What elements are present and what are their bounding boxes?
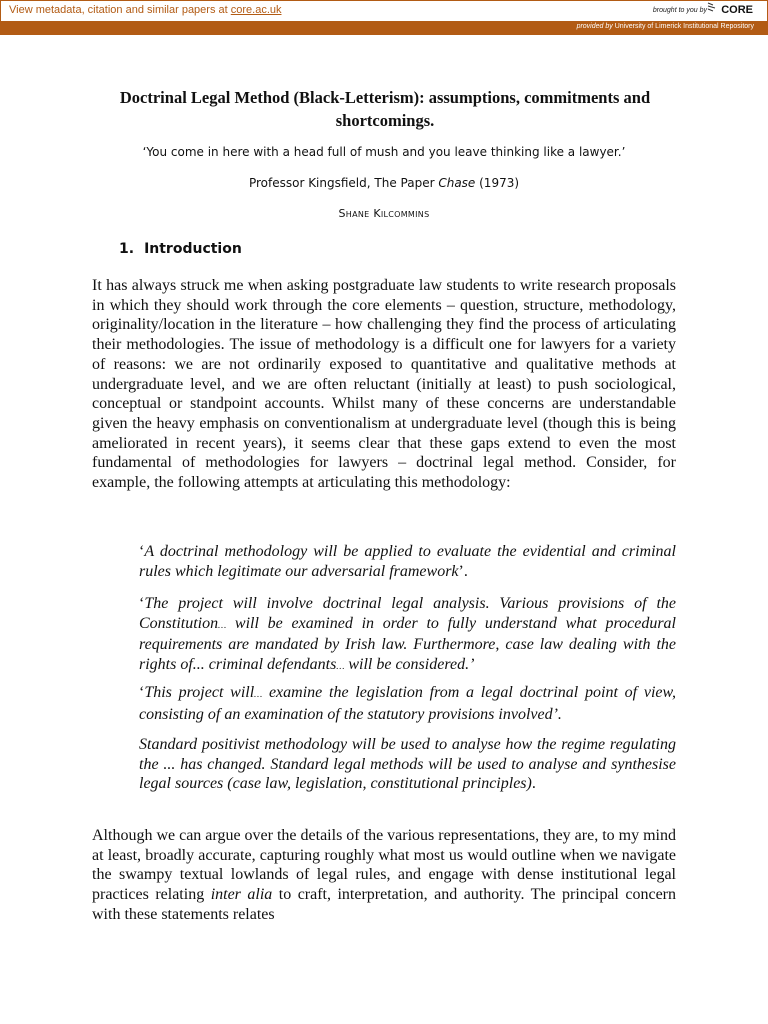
repository-name: University of Limerick Institutional Repository xyxy=(614,23,754,30)
section-heading xyxy=(119,241,242,257)
core-ac-uk-link[interactable]: core.ac.uk xyxy=(230,4,282,16)
block-quote-3 xyxy=(139,683,676,724)
quote-2-part-1: The project will involve doctrinal legal analysis. Various provisions of the Constitution xyxy=(139,595,676,632)
paragraph-2-italic: inter alia xyxy=(210,886,273,904)
quote-3-part-2: examine the legislation from a legal doctrinal point of view, consisting of an examination of the statutory provisions involved’. xyxy=(139,684,676,723)
core-banner xyxy=(0,0,768,35)
quote-4-text: Standard positivist methodology will be used to analyse how the regime regulating the ... has changed. Standard legal methods will be used to analyse and synthesise legal sources (case law, legislation, constitutional principles) xyxy=(139,736,676,793)
quote-3-ellipsis: … xyxy=(254,689,263,699)
quote-3-open: ‘ xyxy=(139,684,145,701)
attribution-italic: Chase xyxy=(438,176,476,190)
quote-2-part-3: will be considered.’ xyxy=(344,655,475,673)
author-name: Shane Kilcommins xyxy=(338,207,430,220)
quote-4-close: . xyxy=(531,775,536,793)
attribution-suffix: (1973) xyxy=(475,176,520,190)
quote-2-ellipsis-2: … xyxy=(336,660,345,671)
section-number: 1. xyxy=(119,241,135,257)
epigraph-quote: ‘You come in here with a head full of mush and you leave thinking like a lawyer.’ xyxy=(142,145,626,159)
body-paragraph-2 xyxy=(92,826,676,925)
block-quote-1 xyxy=(139,542,676,581)
paragraph-2-part-a: Although we can argue over the details of the various representations, they are, to my mind at least, broadly accurate, capturing roughly what most us would outline when we navigate the swampy textual lowlands of legal rules, and engage with dense institutional legal practices relating xyxy=(92,827,676,904)
section-title: Introduction xyxy=(144,241,242,257)
paper-title: Doctrinal Legal Method (Black-Letterism): assumptions, commitments and shortcomings. xyxy=(119,88,651,130)
core-banner-top xyxy=(0,0,768,22)
paragraph-2-part-b: to craft, interpretation, and authority. The principal concern with these statements relates xyxy=(92,886,676,923)
block-quote-2 xyxy=(139,594,676,676)
quote-2-part-2: will be examined in order to fully understand what procedural requirements are mandated by Irish law. Furthermore, case law dealing with the rights of... criminal defendants xyxy=(139,614,676,673)
brought-to-you-text: brought to you by xyxy=(652,7,707,14)
core-banner-provider xyxy=(0,21,768,35)
core-logo[interactable]: CORE xyxy=(721,4,753,16)
quote-3-part-1: This project will xyxy=(144,684,255,701)
quote-2-open: ‘ xyxy=(139,595,145,612)
quote-2-ellipsis-1: … xyxy=(218,619,227,630)
provided-by-label: provided by xyxy=(576,23,613,30)
attribution-prefix: Professor Kingsfield, The Paper xyxy=(248,176,439,190)
core-logo-icon xyxy=(707,2,717,14)
quote-1-close: ’. xyxy=(458,562,468,580)
core-view-text: View metadata, citation and similar papers at xyxy=(9,4,231,16)
quote-1-open: ‘ xyxy=(139,543,145,560)
core-metadata-link[interactable] xyxy=(9,4,282,16)
block-quote-4 xyxy=(139,735,676,794)
epigraph-attribution xyxy=(0,176,768,190)
body-paragraph-1: It has always struck me when asking postgraduate law students to write research proposals in which they should work through the core elements – question, structure, methodology, originality/location in the literature – how challenging they find the process of articulating their methodologies. The issue of methodology is a difficult one for lawyers for a variety of reasons: we are not ordinarily exposed to quantitative and qualitative methods at undergraduate level, and we are often reluctant (initially at least) to push sociological, conceptual or standpoint accounts. Whilst many of these concerns are understandable given the heavy emphasis on conventionalism at undergraduate level (though this is being ameliorated in recent years), it seems clear that these gaps extend to even the most fundamental of methodologies for lawyers – doctrinal legal method. Consider, for example, the following attempts at articulating this methodology: xyxy=(92,277,676,492)
provided-by-text[interactable] xyxy=(577,23,754,30)
quote-1-text: A doctrinal methodology will be applied to evaluate the evidential and criminal rules which legitimate our adversarial framework xyxy=(139,543,676,580)
